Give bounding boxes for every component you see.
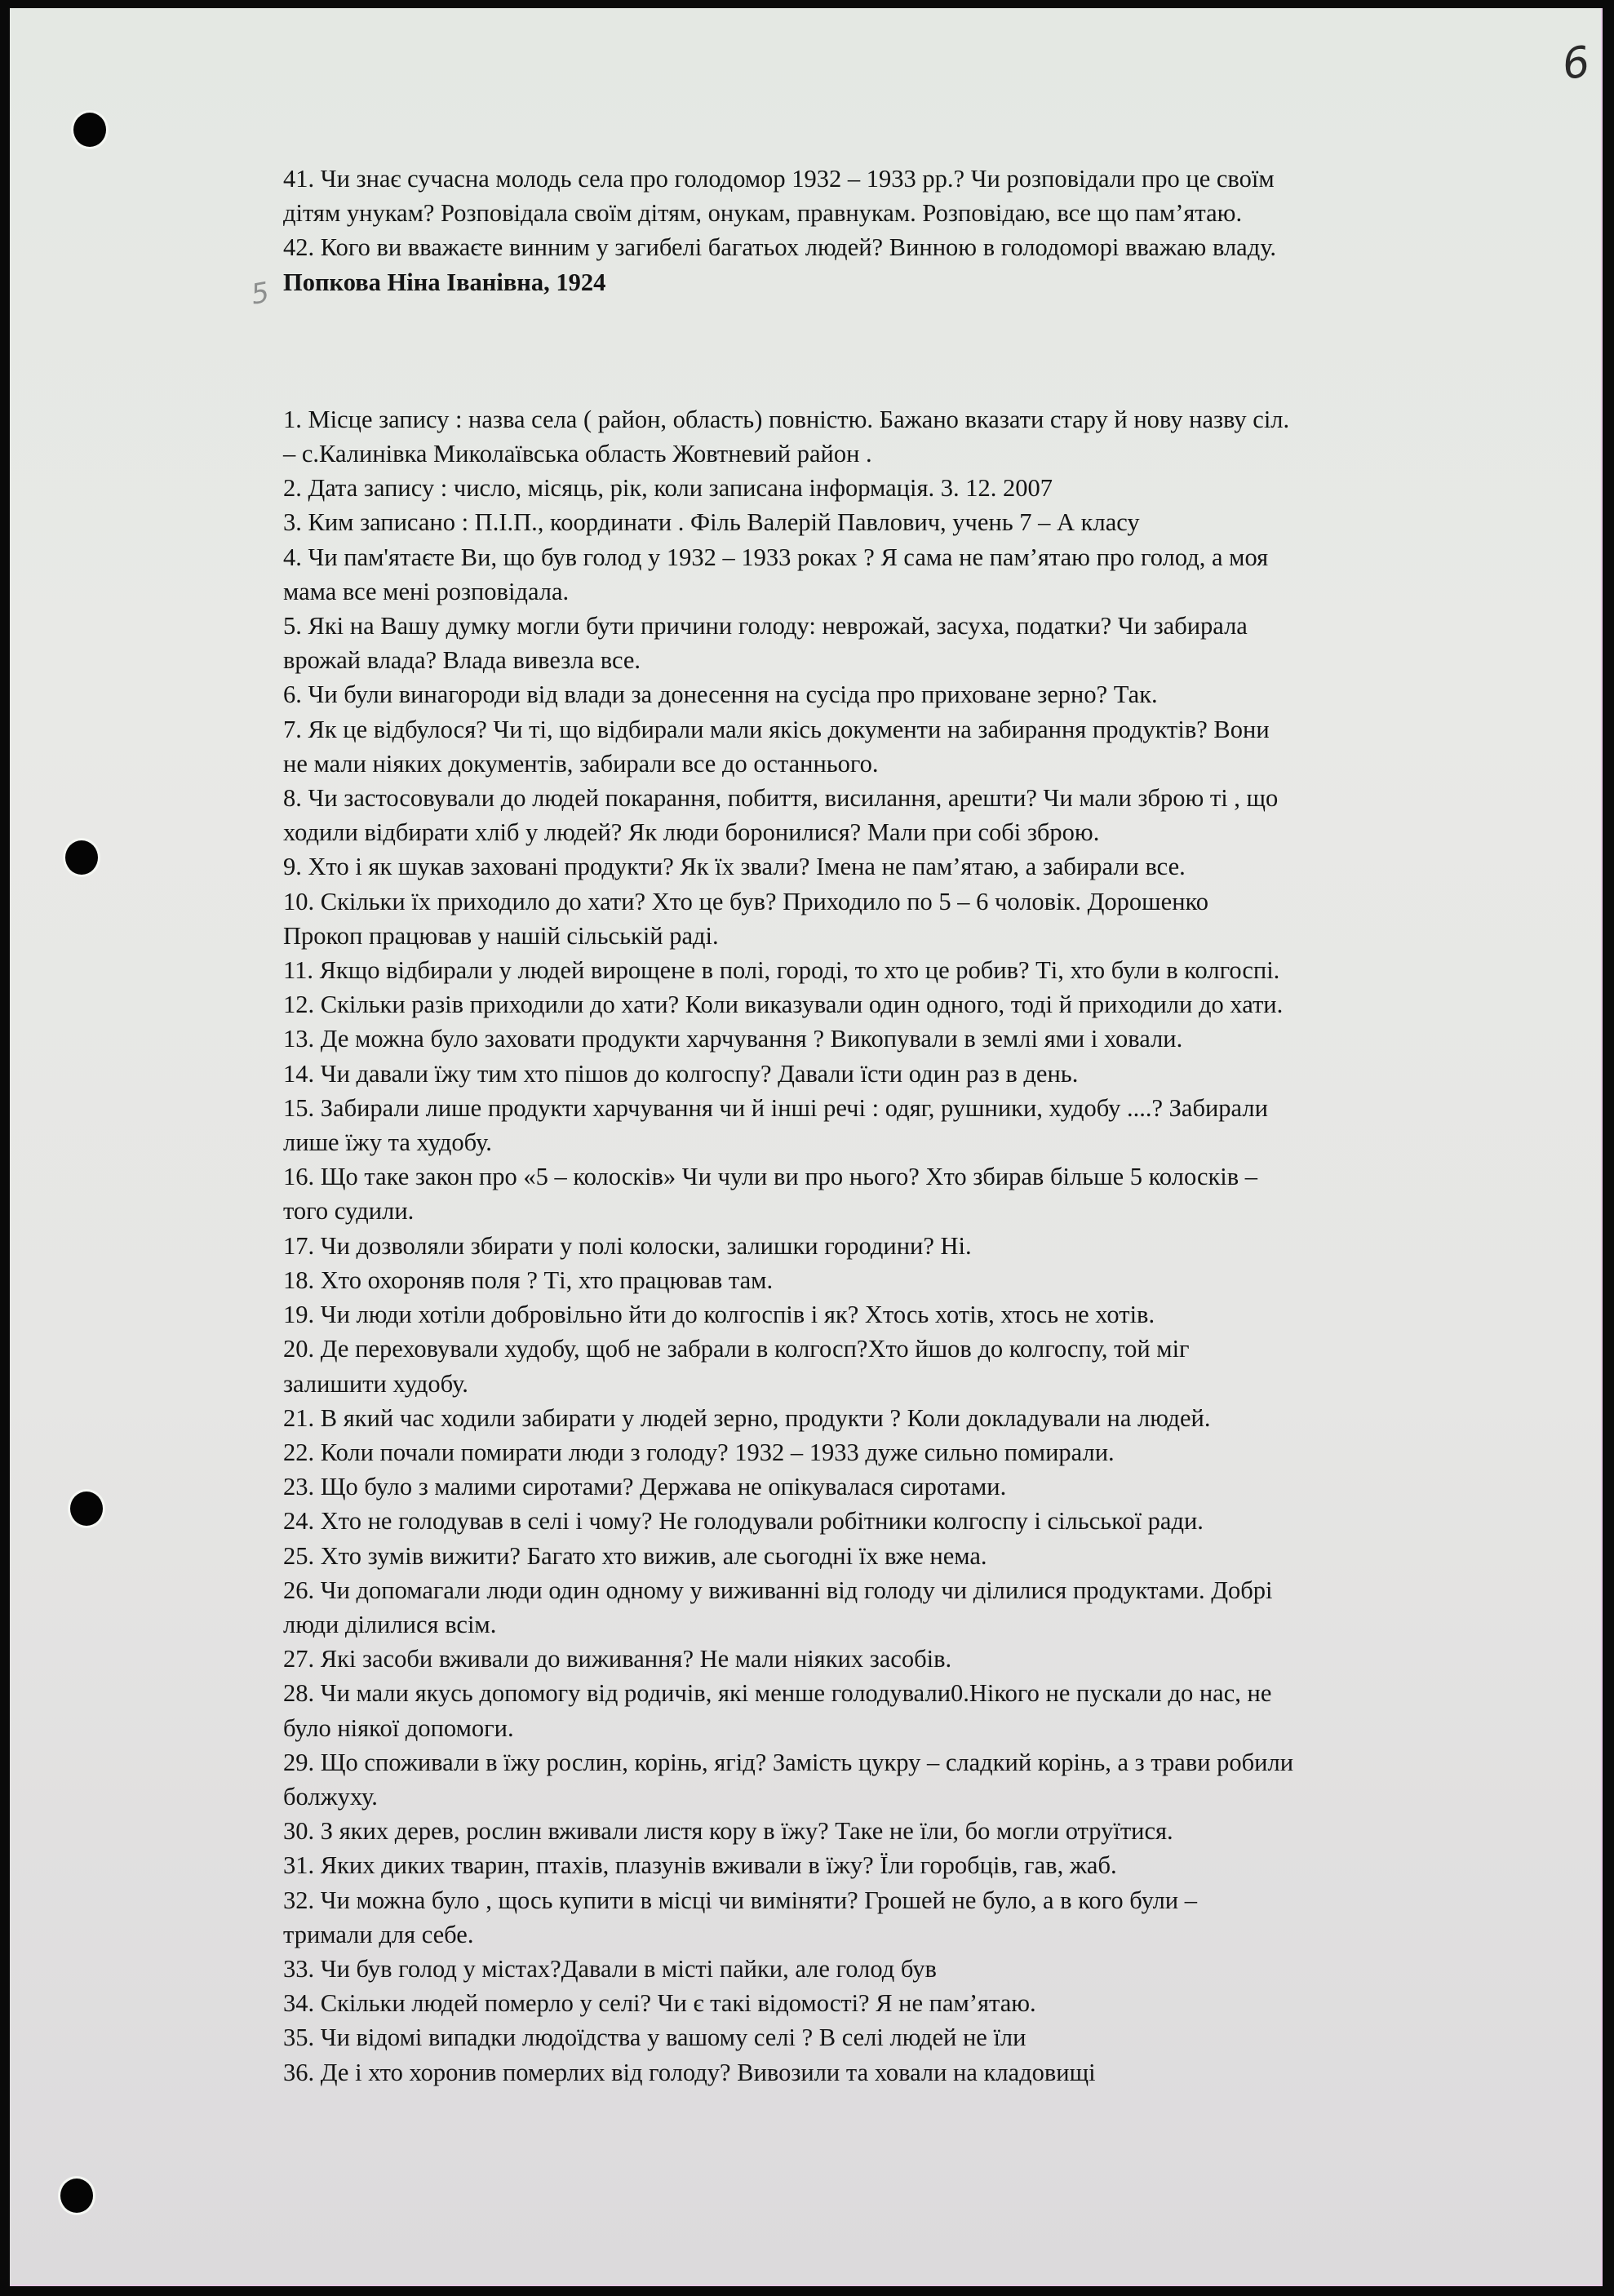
text-line: 5. Які на Вашу думку могли бути причини голоду: неврожай, засуха, податки? Чи забирала (283, 612, 1248, 640)
text-line: 32. Чи можна було , щось купити в місці чи виміняти? Грошей не було, а в кого були – (283, 1886, 1197, 1914)
text-line: тримали для себе. (283, 1920, 474, 1948)
text-line: Прокоп працював у нашій сільській раді. (283, 921, 719, 950)
text-line: 24. Хто не голодував в селі і чому? Не голодували робітники колгоспу і сільської ради. (283, 1507, 1204, 1536)
text-line: 23. Що було з малими сиротами? Держава не опікувалася сиротами. (283, 1473, 1007, 1501)
handwritten-page-number: 6 (1559, 37, 1594, 91)
text-line: 18. Хто охороняв поля ? Ті, хто працював там. (283, 1265, 774, 1294)
text-line: залишити худобу. (283, 1369, 468, 1398)
respondent-name: Попкова Ніна Іванівна, 1924 (283, 268, 606, 296)
text-line: 29. Що споживали в їжу рослин, корінь, ягід? Замість цукру – сладкий корінь, а з трави робили (283, 1748, 1294, 1776)
text-line: люди ділилися всім. (283, 1610, 497, 1638)
text-line: 41. Чи знає сучасна молодь села про голодомор 1932 – 1933 рр.? Чи розповідали про це своїм (283, 165, 1275, 193)
text-line: не мали ніяких документів, забирали все до останнього. (283, 749, 879, 778)
text-line: 3. Ким записано : П.І.П., координати . Філь Валерій Павлович, учень 7 – А класу (283, 508, 1140, 537)
text-line: 12. Скільки разів приходили до хати? Коли виказували один одного, тоді й приходили до хати. (283, 991, 1284, 1019)
text-line: 31. Яких диких тварин, птахів, плазунів вживали в їжу? Їли горобців, гав, жаб. (283, 1851, 1117, 1880)
pencil-annotation: 5 (248, 276, 272, 312)
text-line: лише їжу та худобу. (283, 1128, 492, 1157)
questionnaire-answers (283, 402, 1507, 2090)
intro-answers (283, 162, 1507, 265)
text-line: 26. Чи допомагали люди один одному у виживанні від голоду чи ділилися продуктами. Добрі (283, 1576, 1273, 1604)
text-line: 35. Чи відомі випадки людоїдства у вашому селі ? В селі людей не їли (283, 2023, 1026, 2052)
text-line: 28. Чи мали якусь допомогу від родичів, які менше голодували0.Нікого не пускали до нас, не (283, 1679, 1272, 1708)
text-line: 22. Коли почали помирати люди з голоду? 1932 – 1933 дуже сильно помирали. (283, 1438, 1115, 1466)
text-line: врожай влада? Влада вивезла все. (283, 646, 641, 675)
text-line: 9. Хто і як шукав заховані продукти? Як їх звали? Імена не пам’ятаю, а забирали все. (283, 853, 1186, 881)
text-line: 42. Кого ви вважаєте винним у загибелі багатьох людей? Винною в голодоморі вважаю владу. (283, 233, 1277, 262)
text-line: 15. Забирали лише продукти харчування чи й інші речі : одяг, рушники, худобу ....? Забирали (283, 1093, 1268, 1122)
document-body (283, 162, 1507, 2090)
text-line: того судили. (283, 1197, 415, 1226)
text-line: болжуху. (283, 1782, 378, 1811)
text-line: мама все мені розповідала. (283, 577, 570, 605)
text-line: 14. Чи давали їжу тим хто пішов до колгоспу? Давали їсти один раз в день. (283, 1059, 1079, 1088)
text-line: 13. Де можна було заховати продукти харчування ? Викопували в землі ями і ховали. (283, 1025, 1183, 1053)
punch-hole (73, 113, 106, 147)
text-line: 33. Чи був голод у містах?Давали в місті пайки, але голод був (283, 1954, 937, 1983)
text-line: 11. Якщо відбирали у людей вирощене в полі, городі, то хто це робив? Ті, хто були в колгоспі. (283, 956, 1280, 985)
punch-hole (60, 2179, 93, 2213)
text-line: 10. Скільки їх приходило до хати? Хто це був? Приходило по 5 – 6 чоловік. Дорошенко (283, 887, 1209, 915)
text-line: 36. Де і хто хоронив померлих від голоду? Вивозили та ховали на кладовищі (283, 2058, 1096, 2086)
text-line: 21. В який час ходили забирати у людей зерно, продукти ? Коли докладували на людей. (283, 1403, 1211, 1432)
punch-hole (65, 840, 98, 875)
text-line: ходили відбирати хліб у людей? Як люди боронилися? Мали при собі зброю. (283, 818, 1100, 847)
text-line: було ніякої допомоги. (283, 1713, 514, 1742)
text-line: 17. Чи дозволяли збирати у полі колоски, залишки городини? Ні. (283, 1231, 972, 1260)
text-line: 27. Які засоби вживали до виживання? Не мали ніяких засобів. (283, 1645, 952, 1673)
text-line: – с.Калинівка Миколаївська область Жовтневий район . (283, 440, 872, 468)
text-line: 4. Чи пам'ятаєте Ви, що був голод у 1932 – 1933 роках ? Я сама не пам’ятаю про голод, а моя (283, 543, 1269, 571)
text-line: 8. Чи застосовували до людей покарання, побиття, висилання, арешти? Чи мали зброю ті , що (283, 784, 1279, 813)
spacer (283, 299, 1507, 402)
text-line: 16. Що таке закон про «5 – колосків» Чи чули ви про нього? Хто збирав більше 5 колосків – (283, 1163, 1258, 1191)
text-line: дітям унукам? Розповідала своїм дітям, онукам, правнукам. Розповідаю, все що пам’ятаю. (283, 199, 1243, 228)
text-line: 20. Де переховували худобу, щоб не забрали в колгосп?Хто йшов до колгоспу, той міг (283, 1335, 1190, 1363)
text-line: 2. Дата запису : число, місяць, рік, коли записана інформація. 3. 12. 2007 (283, 474, 1053, 503)
text-line: 30. З яких дерев, рослин вживали листя кору в їжу? Таке не їли, бо могли отруїтися. (283, 1817, 1173, 1846)
text-line: 19. Чи люди хотіли добровільно йти до колгоспів і як? Хтось хотів, хтось не хотів. (283, 1301, 1155, 1329)
text-line: 1. Місце запису : назва села ( район, область) повністю. Бажано вказати стару й нову назву сіл. (283, 405, 1290, 433)
text-line: 7. Як це відбулося? Чи ті, що відбирали мали якісь документи на забирання продуктів? Вони (283, 715, 1270, 743)
text-line: 6. Чи були винагороди від влади за донесення на сусіда про приховане зерно? Так. (283, 680, 1158, 709)
punch-hole (70, 1492, 103, 1526)
text-line: 34. Скільки людей померло у селі? Чи є такі відомості? Я не пам’ятаю. (283, 1989, 1036, 2018)
text-line: 25. Хто зумів вижити? Багато хто вижив, але сьогодні їх вже нема. (283, 1541, 987, 1570)
